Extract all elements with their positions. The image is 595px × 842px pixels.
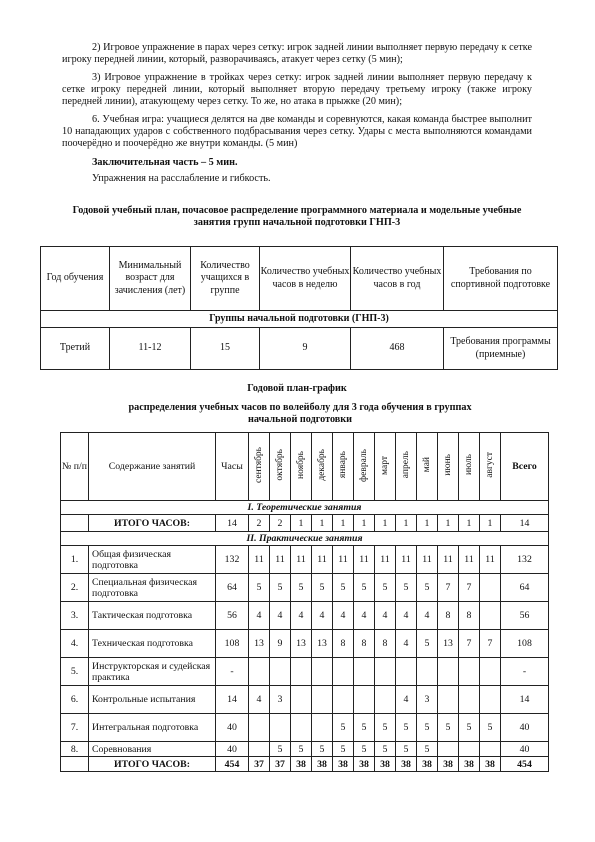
cell-month <box>291 686 312 714</box>
cell-month: 11 <box>459 546 480 574</box>
header-content: Содержание занятий <box>89 433 216 501</box>
cell-month: 7 <box>459 574 480 602</box>
table-row <box>61 714 549 742</box>
cell-month <box>438 742 459 757</box>
cell-total: 64 <box>501 574 549 602</box>
cell-month: 4 <box>417 602 438 630</box>
cell-month: 5 <box>333 574 354 602</box>
cell-month: 38 <box>291 757 312 772</box>
cell-month: 38 <box>396 757 417 772</box>
cell-month: 4 <box>396 686 417 714</box>
month-mar: март <box>379 455 390 475</box>
cell-month <box>438 686 459 714</box>
table-row <box>61 658 549 686</box>
header-hours: Часы <box>216 433 249 501</box>
cell-hours: 132 <box>216 546 249 574</box>
cell-month: 5 <box>354 574 375 602</box>
cell-month: 1 <box>375 515 396 532</box>
cell-month <box>270 658 291 686</box>
cell-month: 11 <box>270 546 291 574</box>
header-students: Количество учащихся в группе <box>191 247 260 311</box>
cell-month: 3 <box>270 686 291 714</box>
cell-total: 132 <box>501 546 549 574</box>
cell-month: 8 <box>354 630 375 658</box>
cell-month: 38 <box>312 757 333 772</box>
training-plan-table <box>40 246 558 370</box>
header-requirements: Требования по спортивной подготовке <box>444 247 558 311</box>
cell-month <box>354 686 375 714</box>
cell-month <box>270 714 291 742</box>
cell-month: 38 <box>459 757 480 772</box>
month-oct: октябрь <box>274 449 285 481</box>
cell-month <box>354 658 375 686</box>
cell-month: 1 <box>291 515 312 532</box>
cell-total: - <box>501 658 549 686</box>
table-row <box>61 630 549 658</box>
month-nov: ноябрь <box>295 451 306 479</box>
cell-hours: - <box>216 658 249 686</box>
cell-month: 2 <box>270 515 291 532</box>
month-jun: июнь <box>442 454 453 476</box>
cell-month: 38 <box>480 757 501 772</box>
cell-month: 5 <box>459 714 480 742</box>
cell-month: 5 <box>417 630 438 658</box>
cell-month: 5 <box>438 714 459 742</box>
cell-total: 40 <box>501 714 549 742</box>
cell-month <box>333 658 354 686</box>
final-part-text: Упражнения на расслабление и гибкость. <box>92 173 271 184</box>
cell-month <box>480 602 501 630</box>
grand-total-row <box>61 757 549 772</box>
cell-total: 14 <box>501 515 549 532</box>
cell-weekly-hours: 9 <box>260 328 351 370</box>
row-number: 6. <box>61 686 89 714</box>
cell-month: 5 <box>333 714 354 742</box>
header-total: Всего <box>501 433 549 501</box>
header-year: Год обучения <box>41 247 110 311</box>
cell-month: 5 <box>375 714 396 742</box>
cell-total: 14 <box>501 686 549 714</box>
cell-total: 108 <box>501 630 549 658</box>
cell-month: 11 <box>354 546 375 574</box>
cell-month: 1 <box>312 515 333 532</box>
cell-hours: 454 <box>216 757 249 772</box>
cell-month: 13 <box>291 630 312 658</box>
cell-month: 5 <box>375 742 396 757</box>
row-number: 5. <box>61 658 89 686</box>
cell-hours: 56 <box>216 602 249 630</box>
paragraph-1: 2) Игровое упражнение в парах через сетку: игрок задней линии выполняет первую передачу к сетке игроку передней линии, который, разворачиваясь, атакует через сетку (5 мин); <box>62 42 532 66</box>
cell-month: 5 <box>396 714 417 742</box>
group-row: Группы начальной подготовки (ГНП-3) <box>41 311 558 328</box>
cell-month: 5 <box>333 742 354 757</box>
cell-month: 5 <box>354 742 375 757</box>
month-dec: декабрь <box>316 449 327 481</box>
row-content: Специальная физическая подготовка <box>89 574 216 602</box>
cell-month: 5 <box>291 574 312 602</box>
cell-month: 4 <box>396 602 417 630</box>
row-content: Тактическая подготовка <box>89 602 216 630</box>
cell-month: 5 <box>480 714 501 742</box>
cell-hours: 64 <box>216 574 249 602</box>
cell-month <box>480 658 501 686</box>
cell-month <box>480 574 501 602</box>
cell-month: 4 <box>333 602 354 630</box>
table-row <box>61 602 549 630</box>
grand-total-label: ИТОГО ЧАСОВ: <box>89 757 216 772</box>
cell-month: 38 <box>354 757 375 772</box>
cell-month: 5 <box>270 574 291 602</box>
cell-month <box>459 658 480 686</box>
cell-yearly-hours: 468 <box>351 328 444 370</box>
cell-month <box>480 742 501 757</box>
header-min-age: Минимальный возраст для зачисления (лет) <box>110 247 191 311</box>
cell-month: 5 <box>312 742 333 757</box>
table-row <box>61 574 549 602</box>
cell-month: 1 <box>354 515 375 532</box>
section-practice: II. Практические занятия <box>61 532 549 546</box>
month-apr: апрель <box>400 451 411 479</box>
cell-month: 5 <box>417 714 438 742</box>
cell-month: 4 <box>249 686 270 714</box>
cell-month: 5 <box>270 742 291 757</box>
row-number: 4. <box>61 630 89 658</box>
cell-month: 11 <box>291 546 312 574</box>
cell-month: 4 <box>375 602 396 630</box>
cell-hours: 14 <box>216 515 249 532</box>
row-content: Контрольные испытания <box>89 686 216 714</box>
cell-month: 11 <box>396 546 417 574</box>
cell-requirements: Требования программы (приемные) <box>444 328 558 370</box>
cell-month: 13 <box>438 630 459 658</box>
cell-hours: 40 <box>216 742 249 757</box>
cell-month: 38 <box>417 757 438 772</box>
cell-month <box>438 658 459 686</box>
cell-month <box>312 714 333 742</box>
cell-month: 5 <box>375 574 396 602</box>
cell-month: 37 <box>270 757 291 772</box>
cell-month: 4 <box>312 602 333 630</box>
table2-subtitle: распределения учебных часов по волейболу для 3 года обучения в группах начальной подготовки <box>128 402 472 426</box>
cell-month: 37 <box>249 757 270 772</box>
cell-month: 11 <box>249 546 270 574</box>
row-number: 2. <box>61 574 89 602</box>
cell-month: 1 <box>438 515 459 532</box>
cell-month <box>291 714 312 742</box>
theory-total-label: ИТОГО ЧАСОВ: <box>89 515 216 532</box>
cell-month: 5 <box>312 574 333 602</box>
cell-month: 13 <box>249 630 270 658</box>
cell-month: 11 <box>417 546 438 574</box>
cell-month: 4 <box>270 602 291 630</box>
cell-month <box>312 658 333 686</box>
cell-month: 5 <box>354 714 375 742</box>
cell-month <box>291 658 312 686</box>
header-num: № п/п <box>61 433 89 501</box>
cell-month: 1 <box>396 515 417 532</box>
month-sep: сентябрь <box>253 447 264 483</box>
cell-month <box>459 742 480 757</box>
cell-hours: 14 <box>216 686 249 714</box>
month-feb: февраль <box>358 448 369 482</box>
cell-month: 1 <box>333 515 354 532</box>
cell-students: 15 <box>191 328 260 370</box>
cell-month: 8 <box>333 630 354 658</box>
cell-hours: 108 <box>216 630 249 658</box>
cell-month: 8 <box>375 630 396 658</box>
cell-month: 38 <box>333 757 354 772</box>
cell-month <box>396 658 417 686</box>
cell-month: 4 <box>354 602 375 630</box>
row-content: Инструкторская и судейская практика <box>89 658 216 686</box>
cell-month: 3 <box>417 686 438 714</box>
cell-month: 4 <box>249 602 270 630</box>
cell-month: 2 <box>249 515 270 532</box>
row-content: Общая физическая подготовка <box>89 546 216 574</box>
month-may: май <box>421 457 432 473</box>
month-jul: июль <box>463 454 474 476</box>
cell-month: 9 <box>270 630 291 658</box>
theory-total-row <box>61 515 549 532</box>
cell-month <box>417 658 438 686</box>
cell-month: 13 <box>312 630 333 658</box>
table-row <box>61 742 549 757</box>
final-part-heading: Заключительная часть – 5 мин. <box>92 157 238 168</box>
table-row <box>61 546 549 574</box>
cell-month: 11 <box>333 546 354 574</box>
row-content: Интегральная подготовка <box>89 714 216 742</box>
cell-month: 7 <box>438 574 459 602</box>
cell-month: 5 <box>291 742 312 757</box>
row-number: 8. <box>61 742 89 757</box>
row-number: 3. <box>61 602 89 630</box>
cell-hours: 40 <box>216 714 249 742</box>
cell-month: 5 <box>249 574 270 602</box>
row-number: 1. <box>61 546 89 574</box>
month-jan: январь <box>337 451 348 479</box>
cell-month: 11 <box>438 546 459 574</box>
cell-month <box>480 686 501 714</box>
month-aug: август <box>484 452 495 478</box>
row-number: 7. <box>61 714 89 742</box>
cell-month: 5 <box>396 574 417 602</box>
cell-month <box>312 686 333 714</box>
cell-month: 7 <box>480 630 501 658</box>
cell-month: 4 <box>396 630 417 658</box>
cell-month: 38 <box>375 757 396 772</box>
cell-month: 1 <box>417 515 438 532</box>
table-row <box>61 686 549 714</box>
cell-total: 40 <box>501 742 549 757</box>
table2-title: Годовой план-график <box>247 383 347 394</box>
cell-min-age: 11-12 <box>110 328 191 370</box>
cell-month <box>459 686 480 714</box>
section-theory: I. Теоретические занятия <box>61 501 549 515</box>
row-content: Соревнования <box>89 742 216 757</box>
cell-month: 1 <box>480 515 501 532</box>
cell-month: 11 <box>312 546 333 574</box>
cell-month <box>375 658 396 686</box>
paragraph-3: 6. Учебная игра: учащиеся делятся на две команды и соревнуются, какая команда быстрее выполнит 10 нападающих ударов с собственного подбрасывания через сетку. Удары с места выполняются командами поочерёдно и поочерёдно же внутри команды. (5 мин) <box>62 114 532 150</box>
header-yearly-hours: Количество учебных часов в год <box>351 247 444 311</box>
cell-month: 1 <box>459 515 480 532</box>
cell-month <box>375 686 396 714</box>
cell-month: 8 <box>438 602 459 630</box>
cell-month: 5 <box>396 742 417 757</box>
cell-total: 454 <box>501 757 549 772</box>
paragraph-2: 3) Игровое упражнение в тройках через сетку: игрок задней линии выполняет первую передачу к сетке игроку передней линии, который выполняет вторую передачу третьему игроку (также игроку передней линии), атакующему через сетку. То же, но атака в прыжке (20 мин); <box>62 72 532 108</box>
cell-month <box>249 658 270 686</box>
cell-month <box>333 686 354 714</box>
cell-total: 56 <box>501 602 549 630</box>
cell-month: 38 <box>438 757 459 772</box>
cell-month: 11 <box>375 546 396 574</box>
table1-title: Годовой учебный план, почасовое распределение программного материала и модельные учебные занятия групп начальной подготовки ГНП-3 <box>72 205 522 229</box>
cell-month: 5 <box>417 742 438 757</box>
cell-month: 8 <box>459 602 480 630</box>
cell-month: 4 <box>291 602 312 630</box>
row-content: Техническая подготовка <box>89 630 216 658</box>
cell-month: 7 <box>459 630 480 658</box>
cell-month: 11 <box>480 546 501 574</box>
cell-month <box>249 714 270 742</box>
cell-year: Третий <box>41 328 110 370</box>
schedule-table <box>60 432 549 772</box>
cell-month <box>249 742 270 757</box>
cell-month: 5 <box>417 574 438 602</box>
header-weekly-hours: Количество учебных часов в неделю <box>260 247 351 311</box>
